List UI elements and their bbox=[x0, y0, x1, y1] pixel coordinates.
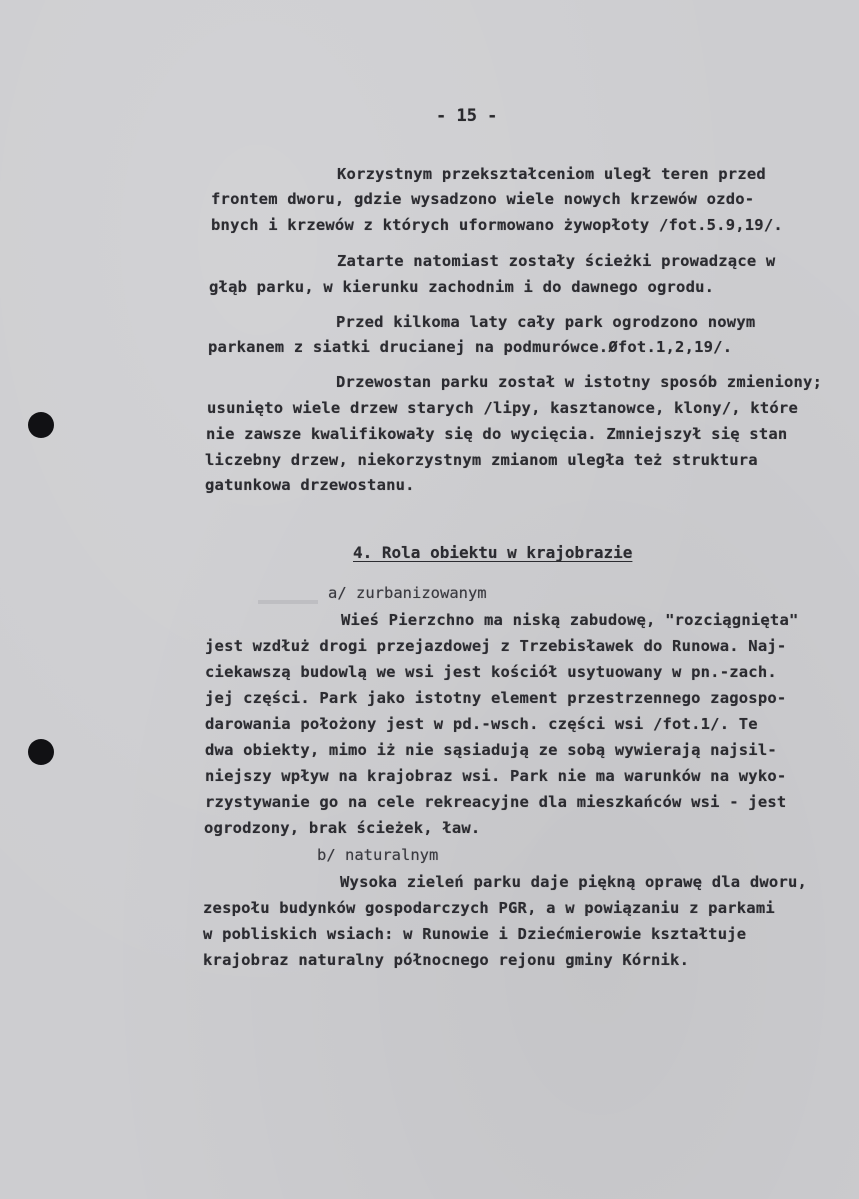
punch-hole-top bbox=[28, 412, 54, 438]
text-line: darowania położony jest w pd.-wsch. części wsi /fot.1/. Te bbox=[205, 715, 758, 733]
text-line: głąb parku, w kierunku zachodnim i do dawnego ogrodu. bbox=[209, 278, 715, 296]
text-line: gatunkowa drzewostanu. bbox=[205, 476, 415, 494]
page-number: - 15 - bbox=[436, 106, 498, 126]
text-line: Drzewostan parku został w istotny sposób zmieniony; bbox=[336, 373, 823, 391]
text-line: Przed kilkoma laty cały park ogrodzono nowym bbox=[336, 313, 756, 331]
text-line: ciekawszą budowlą we wsi jest kościół usytuowany w pn.-zach. bbox=[205, 663, 777, 681]
text-line: Korzystnym przekształceniom uległ teren przed bbox=[337, 165, 766, 183]
text-line: dwa obiekty, mimo iż nie sąsiadują ze sobą wywierają najsil- bbox=[205, 741, 777, 759]
text-line: jest wzdłuż drogi przejazdowej z Trzebisławek do Runowa. Naj- bbox=[205, 637, 787, 655]
text-line: jej części. Park jako istotny element przestrzennego zagospo- bbox=[205, 689, 787, 707]
text-line: frontem dworu, gdzie wysadzono wiele nowych krzewów ozdo- bbox=[211, 190, 755, 208]
text-line: Zatarte natomiast zostały ścieżki prowadzące w bbox=[337, 252, 776, 270]
text-line: krajobraz naturalny północnego rejonu gminy Kórnik. bbox=[203, 951, 690, 969]
text-line: rzystywanie go na cele rekreacyjne dla mieszkańców wsi - jest bbox=[205, 793, 787, 811]
section-heading: 4. Rola obiektu w krajobrazie bbox=[353, 543, 633, 562]
text-line: Wieś Pierzchno ma niską zabudowę, "rozciągnięta" bbox=[341, 611, 799, 629]
text-line: ogrodzony, brak ścieżek, ław. bbox=[204, 819, 481, 837]
text-line: usunięto wiele drzew starych /lipy, kasztanowce, klony/, które bbox=[207, 399, 798, 417]
text-line: Wysoka zieleń parku daje piękną oprawę dla dworu, bbox=[340, 873, 808, 891]
text-line: w pobliskich wsiach: w Runowie i Dziećmierowie kształtuje bbox=[203, 925, 747, 943]
text-line: zespołu budynków gospodarczych PGR, a w powiązaniu z parkami bbox=[203, 899, 775, 917]
text-line: parkanem z siatki drucianej na podmurówce.Øfot.1,2,19/. bbox=[208, 338, 733, 356]
text-line: bnych i krzewów z których uformowano żywopłoty /fot.5.9,19/. bbox=[211, 216, 783, 234]
subsection-b-label: b/ naturalnym bbox=[317, 846, 439, 864]
text-line: nie zawsze kwalifikowały się do wycięcia. Zmniejszył się stan bbox=[206, 425, 788, 443]
punch-hole-bottom bbox=[28, 739, 54, 765]
text-line: niejszy wpływ na krajobraz wsi. Park nie ma warunków na wyko- bbox=[205, 767, 787, 785]
subsection-a-label: a/ zurbanizowanym bbox=[328, 584, 487, 602]
smudge-mark bbox=[258, 600, 318, 604]
text-line: liczebny drzew, niekorzystnym zmianom uległa też struktura bbox=[205, 451, 758, 469]
